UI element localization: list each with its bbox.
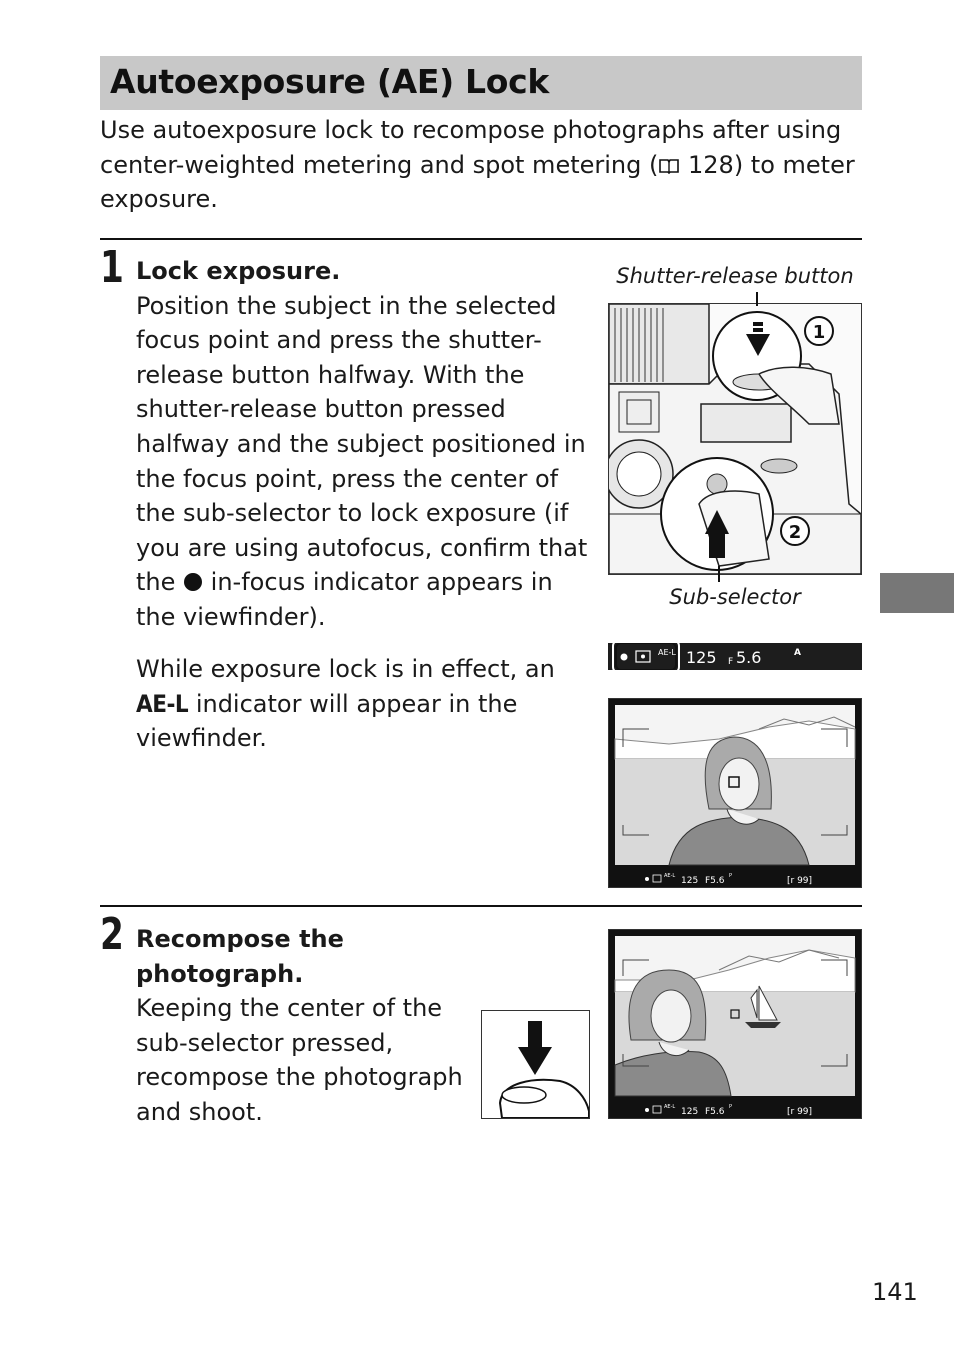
lcd-ael-text: AE-L xyxy=(658,648,676,657)
step-1-divider xyxy=(100,238,862,240)
intro-ref-page: 128 xyxy=(688,150,734,179)
sub-selector-caption: Sub-selector xyxy=(669,585,801,609)
viewfinder-image-1 xyxy=(608,698,862,888)
lcd-aperture-text: 5.6 xyxy=(736,648,762,667)
step-2-text: Keeping the center of the sub-selector pressed, recompose the photograph and shoot. xyxy=(136,994,463,1126)
step-2-number: 2 xyxy=(100,909,124,960)
step-1-heading: Lock exposure. xyxy=(136,257,341,285)
step-1-note-before: While exposure lock is in effect, an xyxy=(136,655,555,683)
lcd-f-text: F xyxy=(728,657,734,667)
step-1-text: Position the subject in the selected focus point and press the shutter-release button halfway. With the shutter-release button pressed halfway and the subject positioned in the focus point, press the center of the sub-selector to lock exposure (if you are using autofocus, confirm that the xyxy=(136,291,588,597)
book-reference-icon xyxy=(658,151,680,179)
svg-text:125: 125 xyxy=(681,876,699,886)
svg-text:P: P xyxy=(729,873,733,879)
svg-text:[r 99]: [r 99] xyxy=(787,876,813,886)
svg-text:F5.6: F5.6 xyxy=(705,876,725,886)
lcd-mode-text: A xyxy=(794,648,801,658)
svg-text:F5.6: F5.6 xyxy=(705,1107,725,1117)
step-2-heading: Recompose the photograph. xyxy=(136,925,344,988)
chapter-side-tab xyxy=(880,573,954,613)
step-2-body xyxy=(136,922,466,1130)
svg-text:[r 99]: [r 99] xyxy=(787,1107,813,1117)
svg-text:125: 125 xyxy=(681,1107,699,1117)
camera-illustration xyxy=(608,303,862,575)
lcd-shutter-text: 125 xyxy=(686,648,717,667)
viewfinder-info-display xyxy=(608,643,862,670)
intro-paragraph xyxy=(100,113,870,217)
callout-1-label: 1 xyxy=(812,322,826,343)
page-number: 141 xyxy=(872,1278,918,1306)
step-1-number: 1 xyxy=(100,242,124,293)
sub-selector-leader-line xyxy=(718,566,720,582)
callout-2-label: 2 xyxy=(788,522,802,543)
svg-text:AE-L: AE-L xyxy=(664,1104,676,1110)
section-title-bar xyxy=(100,56,862,110)
intro-text-2: ) to meter exposure. xyxy=(100,150,855,213)
viewfinder-image-2 xyxy=(608,929,862,1119)
page-title: Autoexposure (AE) Lock xyxy=(110,62,550,101)
ae-l-indicator-label: AE-L xyxy=(136,689,189,718)
step-1-note xyxy=(136,652,598,756)
shutter-leader-line xyxy=(756,292,758,306)
svg-text:P: P xyxy=(729,1104,733,1110)
press-finger-icon xyxy=(481,1010,590,1119)
shutter-release-caption: Shutter-release button xyxy=(616,264,854,288)
intro-text-1: Use autoexposure lock to recompose photographs after using center-weighted metering and spot metering ( xyxy=(100,116,842,179)
step-2-divider xyxy=(100,905,862,907)
step-1-note-after: indicator will appear in the viewfinder. xyxy=(136,689,518,753)
step-1-text-end: in-focus indicator appears in the viewfinder). xyxy=(136,568,553,631)
in-focus-indicator-icon xyxy=(183,568,203,596)
step-1-body xyxy=(136,254,591,635)
svg-text:AE-L: AE-L xyxy=(664,873,676,879)
